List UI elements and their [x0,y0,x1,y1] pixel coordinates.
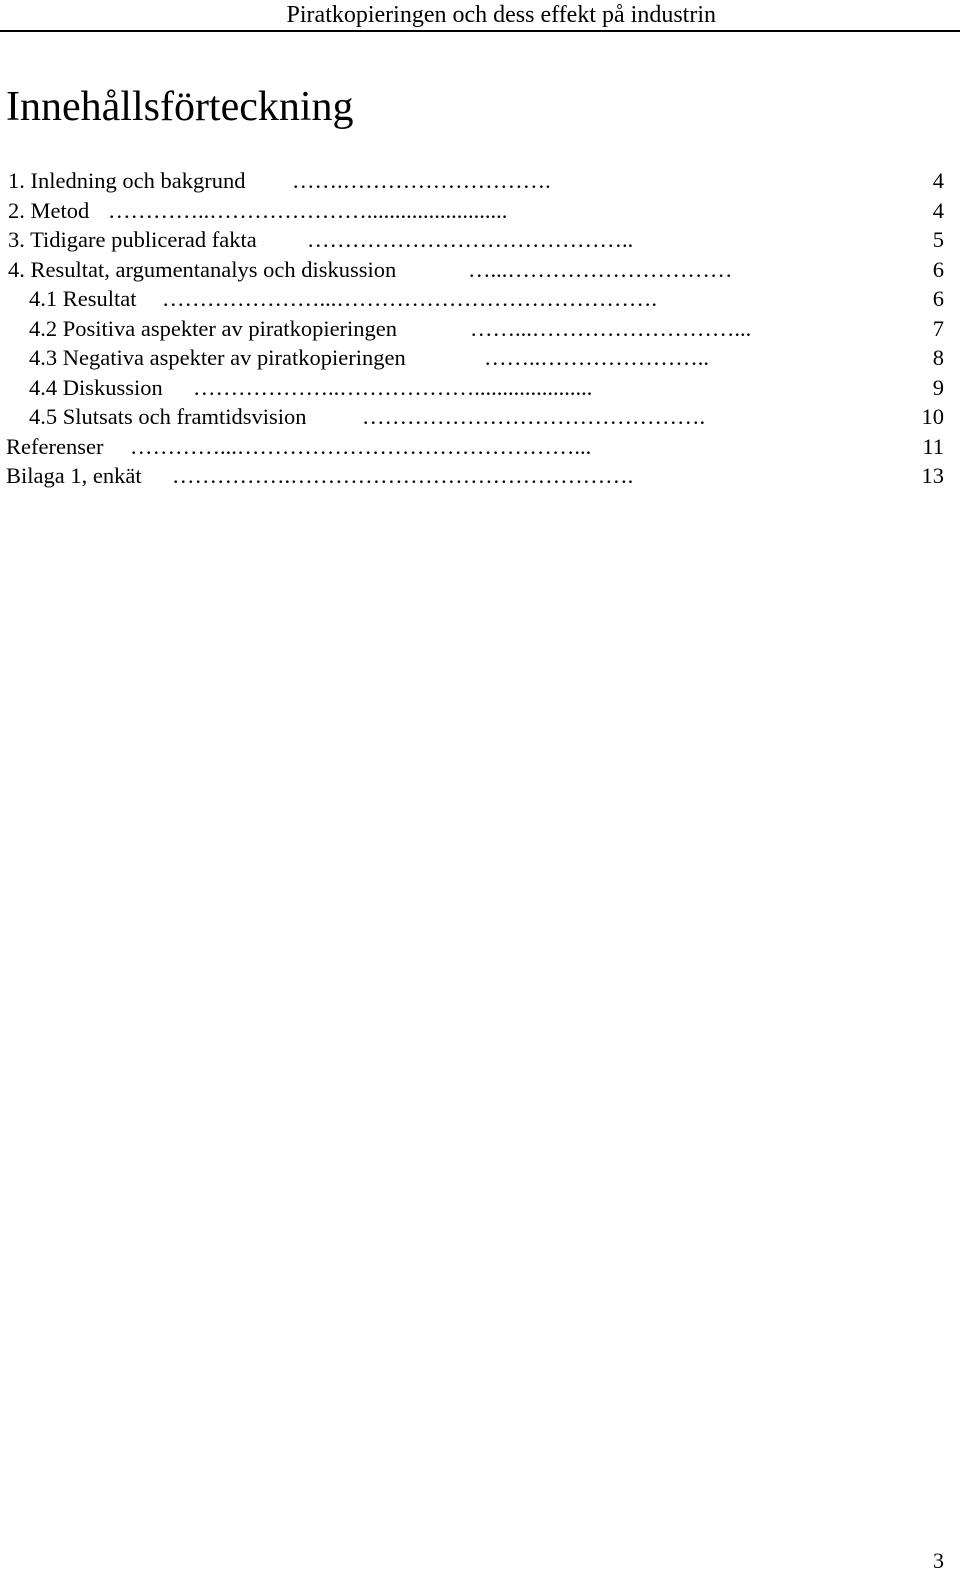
toc-entry-page: 4 [932,197,944,223]
toc-entry-page: 6 [932,286,944,311]
toc-entry-referenser[interactable] [0,432,960,462]
toc-entry-title: 4.3 Negativa aspekter av piratkopieringen [29,345,406,370]
toc-entry-page: 8 [932,345,944,370]
toc-entry-leader: ……...………………………... [470,315,752,341]
toc-entry-title: Bilaga 1, enkät [6,463,142,488]
running-header-title: Piratkopieringen och dess effekt på industrin [286,2,716,28]
page-title: Innehållsförteckning [6,84,354,130]
toc-entry-page: 6 [932,256,944,282]
toc-entry-positiva-aspekter[interactable] [0,314,960,344]
toc-entry-leader: ………………………………………. [362,404,706,429]
toc-entry-leader: …………...………………………………………... [130,433,592,459]
toc-entry-page: 9 [932,374,944,400]
toc-entry-title: 4.1 Resultat [29,286,137,311]
toc-entry-title: 2. Metod [8,197,90,223]
page-number: 3 [933,1548,944,1573]
toc-entry-leader: …….………………………. [292,168,551,193]
toc-entry-title: 4.2 Positiva aspekter av piratkopieringen [29,315,398,341]
toc-entry-leader: ………………..………………..................... [193,374,593,400]
toc-entry-inledning[interactable] [0,166,960,196]
toc-entry-page: 11 [922,433,944,459]
table-of-contents [0,166,960,491]
running-header [0,0,960,32]
toc-entry-title: 3. Tidigare publicerad fakta [8,227,257,252]
toc-entry-leader: …...………………………… [468,256,733,282]
toc-entry-slutsats[interactable] [0,402,960,432]
toc-entry-title: 4.4 Diskussion [29,374,163,400]
toc-entry-page: 5 [932,227,944,252]
toc-entry-title: 1. Inledning och bakgrund [8,168,246,193]
toc-entry-title: Referenser [6,433,104,459]
toc-entry-leader: …………..…………………......................... [108,197,508,223]
toc-entry-tidigare-publicerad-fakta[interactable] [0,225,960,255]
toc-entry-metod[interactable] [0,196,960,226]
toc-entry-resultat-argumentanalys[interactable] [0,255,960,285]
toc-entry-diskussion[interactable] [0,373,960,403]
toc-entry-page: 13 [921,463,944,488]
toc-entry-page: 7 [932,315,944,341]
toc-entry-leader: …………….………………………………………. [172,463,634,488]
toc-entry-leader: ……..………………….. [484,345,709,370]
toc-entry-title: 4.5 Slutsats och framtidsvision [29,404,307,429]
toc-entry-negativa-aspekter[interactable] [0,343,960,373]
toc-entry-leader: …………………………………….. [307,227,634,252]
toc-entry-bilaga[interactable] [0,461,960,491]
toc-entry-page: 10 [921,404,944,429]
toc-entry-page: 4 [932,168,944,193]
toc-entry-leader: …………………...……………………………………. [162,286,657,311]
toc-entry-resultat[interactable] [0,284,960,314]
toc-entry-title: 4. Resultat, argumentanalys och diskussion [8,256,397,282]
